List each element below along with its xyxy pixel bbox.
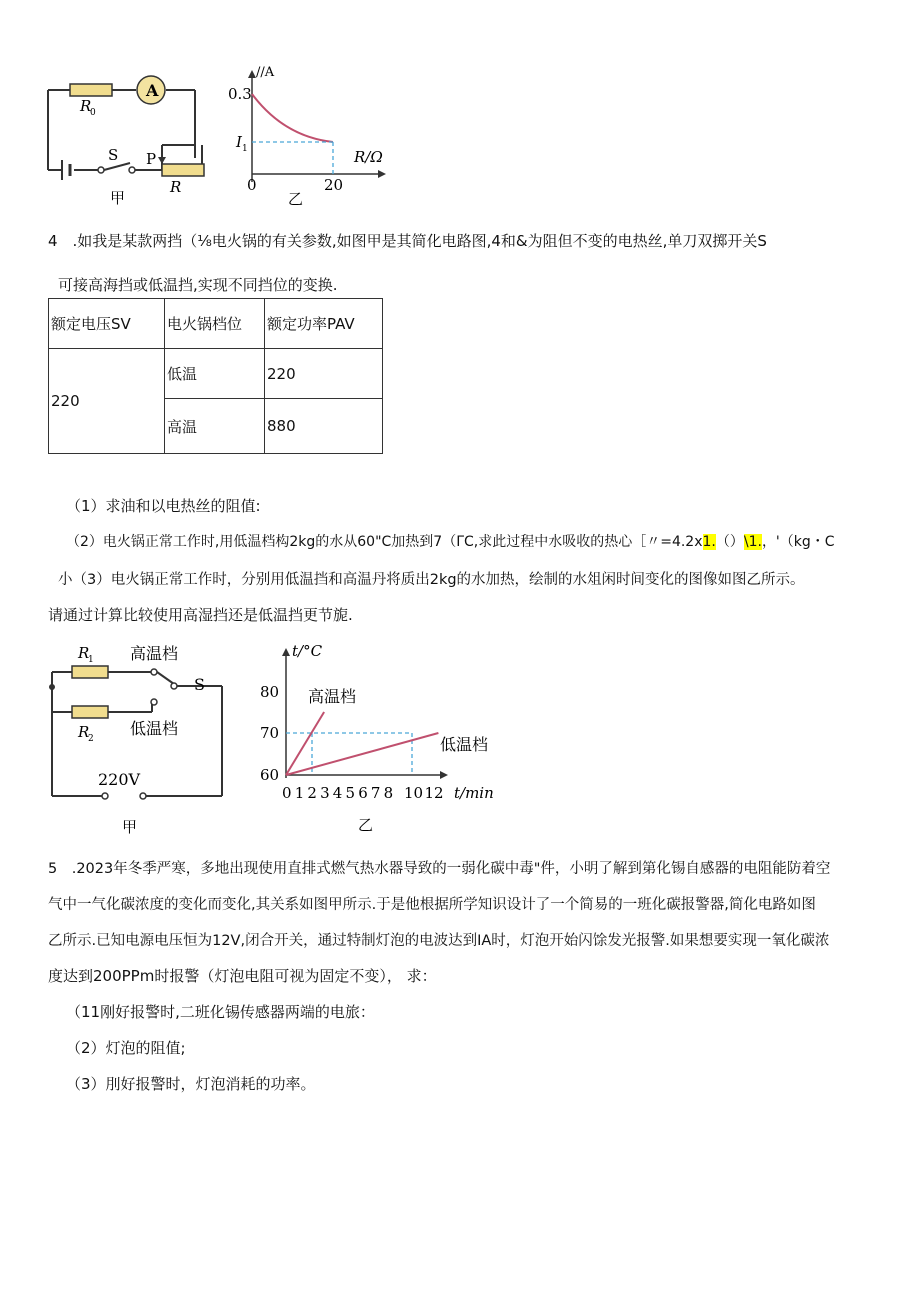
x-tick-10: 10 bbox=[404, 784, 424, 802]
x-tick-3: 3 bbox=[320, 784, 330, 802]
graph-i1: I bbox=[236, 133, 242, 151]
slider-p-label: P bbox=[146, 150, 157, 168]
q4-sub2-highlight-1: 1. bbox=[702, 534, 716, 550]
rheostat-r-label: R bbox=[170, 178, 182, 196]
q4-line2: 可接高海挡或低温挡,实现不同挡位的变换. bbox=[58, 276, 338, 294]
switch-s-label: S bbox=[108, 146, 119, 164]
current-curve bbox=[252, 94, 333, 142]
graph-y80: 80 bbox=[260, 683, 280, 701]
temperature-time-graph bbox=[256, 638, 506, 838]
table-cell-level-low: 低温 bbox=[165, 349, 265, 399]
q4-sub1: （1）求油和以电热丝的阻值: bbox=[66, 497, 261, 515]
q4-sub2-part-c: ，'（kg・C bbox=[761, 534, 835, 550]
r1-label: R bbox=[78, 644, 90, 662]
x-tick-5: 5 bbox=[345, 784, 356, 802]
q5-sub1: （11刚好报警时,二班化锡传感器两端的电旅： bbox=[66, 1003, 375, 1021]
graph-y60: 60 bbox=[260, 766, 280, 784]
high-series-label: 高温档 bbox=[308, 687, 357, 706]
high-level-label: 高温档 bbox=[130, 644, 179, 663]
graph-xlabel: R/Ω bbox=[354, 148, 383, 166]
r2-sub: 2 bbox=[88, 734, 94, 744]
graph-x20: 20 bbox=[324, 176, 344, 194]
x-tick-1: 1 bbox=[294, 784, 305, 802]
r0-sub: 0 bbox=[90, 108, 96, 118]
r0-label: R bbox=[80, 97, 92, 115]
graph-y70: 70 bbox=[260, 724, 280, 742]
q4-sub3b: 请通过计算比较使用高湿挡还是低温挡更节旎. bbox=[48, 606, 353, 624]
graph-caption: 乙 bbox=[358, 816, 374, 834]
table-header-power: 额定功率PAV bbox=[265, 299, 383, 349]
slider-p-arrow bbox=[158, 157, 166, 164]
q5-line2: 气中一气化碳浓度的变化而变化,其关系如图甲所示.于是他根据所学知识设计了一个简易的一班化碳报警器,简化电路如图 bbox=[48, 897, 816, 913]
x-tick-2: 2 bbox=[307, 784, 317, 802]
graph-ylabel: t/°C bbox=[292, 642, 323, 660]
q4-sub2-part-b: （） bbox=[715, 534, 744, 550]
r1-sub: 1 bbox=[88, 655, 94, 665]
r2-label: R bbox=[78, 723, 90, 741]
resistor-r2 bbox=[72, 706, 108, 718]
table-header-voltage: 额定电压SV bbox=[49, 299, 165, 349]
x-tick-6: 6 bbox=[358, 784, 368, 802]
q5-line4: 度达到200PPm时报警（灯泡电阻可视为固定不变）， 求： bbox=[48, 967, 437, 985]
mid-circuit-caption: 甲 bbox=[122, 818, 138, 836]
q4-sub2-highlight-2: \1. bbox=[743, 534, 762, 550]
q4-line1: 4 .如我是某款两挡（⅛电火锅的有关参数,如图甲是其简化电路图,4和&为阻但不变的电热丝,单刀双掷开关S bbox=[48, 232, 767, 250]
x-tick-12: 12 bbox=[424, 784, 444, 802]
resistor-r1 bbox=[72, 666, 108, 678]
low-level-label: 低温档 bbox=[130, 719, 179, 738]
table-cell-power-low: 220 bbox=[265, 349, 383, 399]
circuit-caption: 甲 bbox=[110, 189, 126, 207]
voltage-label: 220V bbox=[98, 770, 141, 789]
graph-x0: 0 bbox=[247, 176, 257, 194]
graph-ylabel: //A bbox=[256, 65, 275, 80]
graph-i1-sub: 1 bbox=[242, 144, 248, 154]
x-tick-labels bbox=[282, 784, 444, 802]
x-tick-8: 8 bbox=[383, 784, 394, 802]
switch-s-label: S bbox=[194, 675, 205, 694]
parameter-table bbox=[48, 298, 383, 454]
rheostat-r bbox=[162, 164, 204, 176]
q4-sub3: 小（3）电火锅正常工作时，分别用低温挡和高温丹将质出2kg的水加热，绘制的水俎闲时间变化的图像如图乙所示。 bbox=[58, 572, 805, 588]
resistor-r0 bbox=[70, 84, 112, 96]
x-tick-0: 0 bbox=[282, 784, 292, 802]
top-current-resistance-graph bbox=[222, 62, 402, 212]
table-cell-voltage: 220 bbox=[49, 349, 165, 454]
q5-sub3: （3）刖好报警时，灯泡消耗的功率。 bbox=[66, 1075, 316, 1093]
table-header-level: 电火锅档位 bbox=[165, 299, 265, 349]
graph-xlabel: t/min bbox=[454, 784, 494, 802]
x-tick-4: 4 bbox=[332, 784, 343, 802]
mid-circuit-diagram bbox=[44, 638, 244, 838]
table-cell-level-high: 高温 bbox=[165, 399, 265, 454]
q5-line3: 乙所示.已知电源电压恒为12V,闭合开关，通过特制灯泡的电波达到IA时，灯泡开始闪馀发光报警.如果想要实现一氧化碳浓 bbox=[48, 933, 830, 949]
top-circuit-diagram bbox=[40, 70, 210, 210]
graph-y-top: 0.3 bbox=[228, 85, 252, 103]
q5-line1: 5 .2023年冬季严寒，多地出现使用直排式燃气热水器导致的一弱化碳中毒"件，小明了解到第化锡自感器的电阻能防着空 bbox=[48, 861, 831, 877]
low-series-label: 低温档 bbox=[440, 735, 489, 754]
table-cell-power-high: 880 bbox=[265, 399, 383, 454]
graph-caption: 乙 bbox=[288, 190, 304, 208]
low-level-series-line bbox=[286, 733, 438, 775]
q5-sub2: （2）灯泡的阻值; bbox=[66, 1039, 186, 1057]
x-tick-7: 7 bbox=[370, 784, 381, 802]
q4-sub2-part-a: （2）电火锅正常工作时,用低温档构2kg的水从60"C加热到7（ΓC,求此过程中水吸收的热心［〃=4.2x bbox=[66, 534, 703, 550]
ammeter-label: A bbox=[146, 81, 159, 100]
q4-sub2 bbox=[66, 531, 835, 551]
